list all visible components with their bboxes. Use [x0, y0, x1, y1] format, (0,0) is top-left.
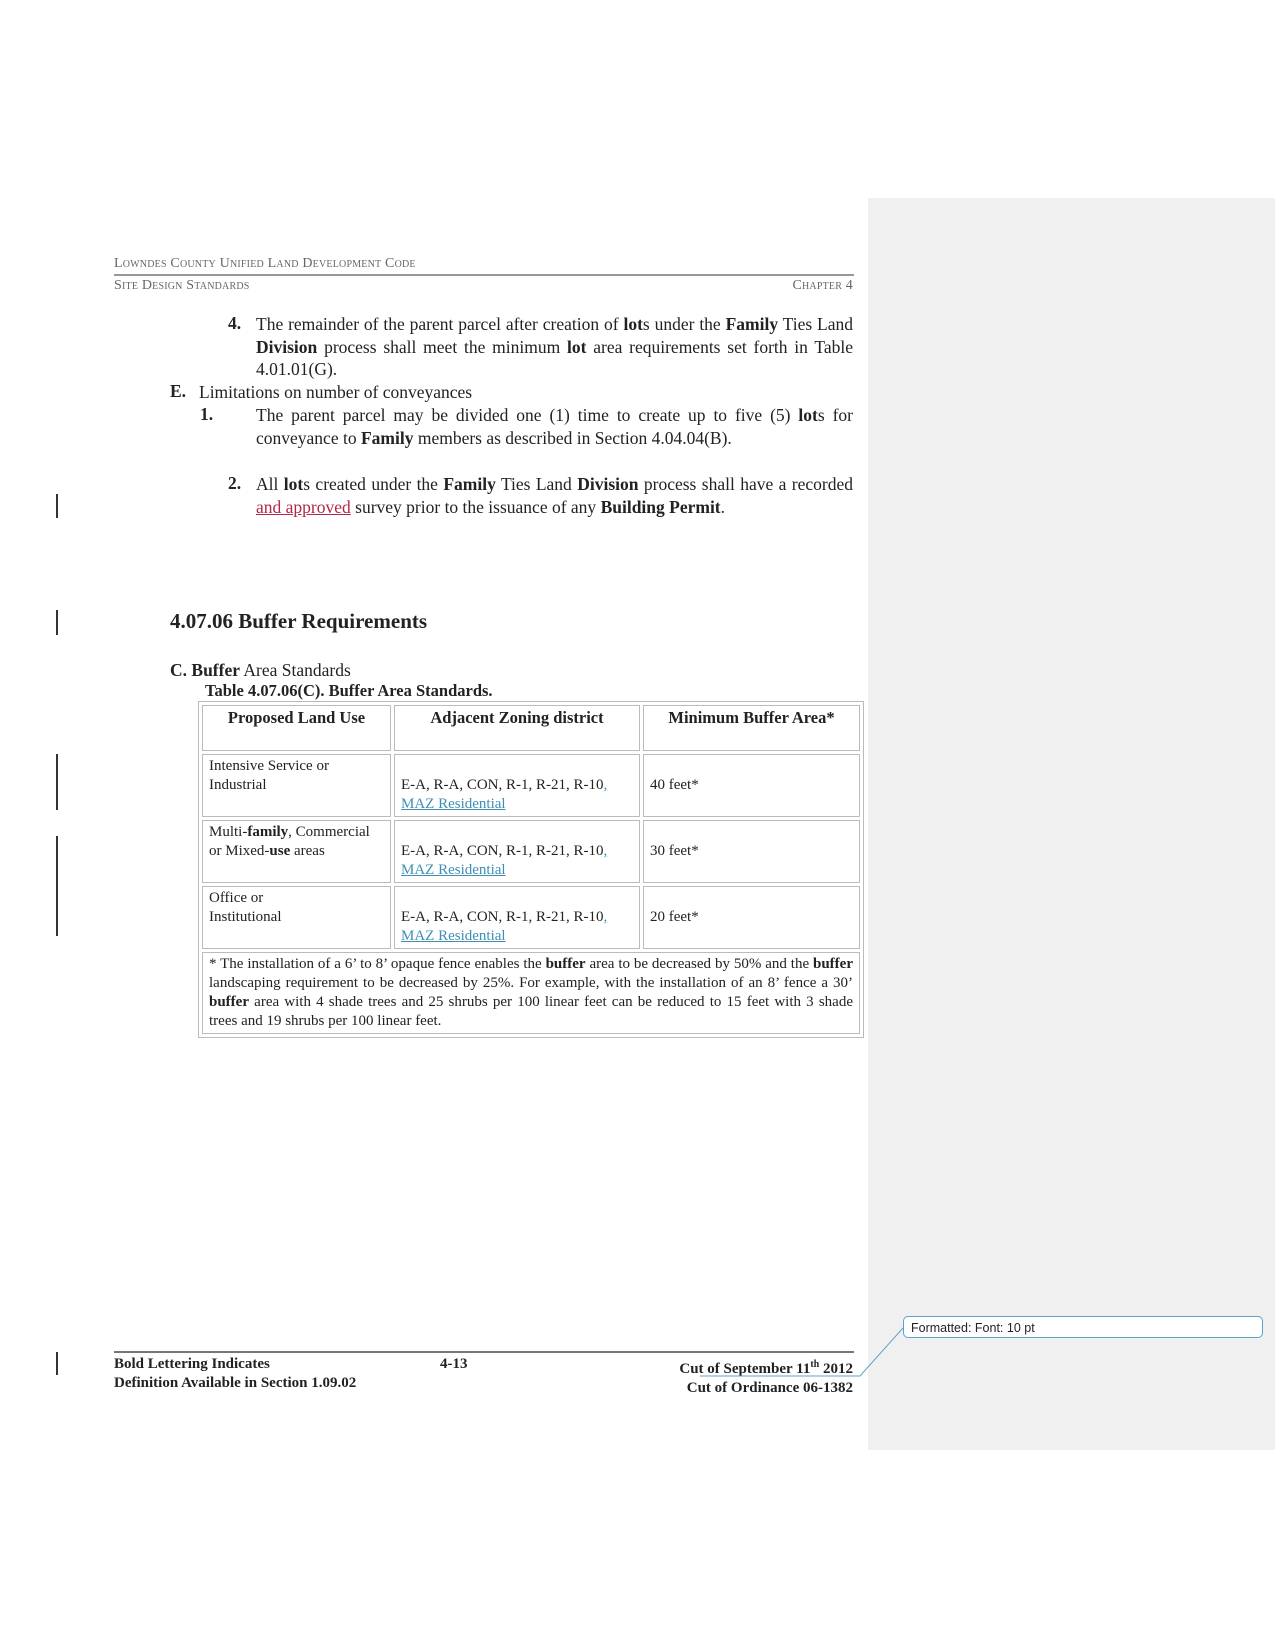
table-header-row	[202, 705, 860, 751]
buffer-cell: 30 feet*	[643, 820, 860, 883]
buffer-cell: 40 feet*	[643, 754, 860, 817]
maz-residential-link[interactable]: MAZ Residential	[401, 928, 506, 944]
buffer-standards-table	[198, 701, 864, 1038]
item-1-text: The parent parcel may be divided one (1) time to create up to five (5) lots for conveyance to Family members as described in Section 4.04.04(B).	[256, 405, 854, 448]
zoning-cell: E-A, R-A, CON, R-1, R-21, R-10, MAZ Residential	[394, 754, 640, 817]
zoning-cell: E-A, R-A, CON, R-1, R-21, R-10, MAZ Residential	[394, 886, 640, 949]
footer-right: Cut of September 11th 2012 Cut of Ordinance 06-1382	[679, 1359, 853, 1396]
footer-left: Bold Lettering Indicates Definition Available in Section 1.09.02	[114, 1356, 357, 1391]
header-rule	[114, 274, 854, 276]
comment-balloon[interactable]: Formatted: Font: 10 pt	[903, 1316, 1263, 1338]
column-header: Minimum Buffer Area*	[643, 705, 860, 751]
item-1-number: 1.	[200, 404, 214, 424]
zoning-cell: E-A, R-A, CON, R-1, R-21, R-10, MAZ Residential	[394, 820, 640, 883]
item-4-number: 4.	[228, 313, 242, 333]
table-row	[202, 820, 860, 883]
change-bar	[56, 754, 58, 810]
land-use-cell: Office or Institutional	[202, 886, 391, 949]
change-bar	[56, 494, 58, 518]
section-e-letter: E.	[170, 381, 187, 401]
change-bar	[56, 836, 58, 936]
table-row	[202, 754, 860, 817]
buffer-cell: 20 feet*	[643, 886, 860, 949]
change-bar	[56, 1352, 58, 1375]
item-2-text: All lots created under the Family Ties Land Division process shall have a recorded and approved survey prior to the issuance of any Building Permit.	[256, 474, 854, 517]
table-caption: Table 4.07.06(C). Buffer Area Standards.	[205, 681, 493, 700]
maz-residential-link[interactable]: MAZ Residential	[401, 862, 506, 878]
table-row	[202, 886, 860, 949]
column-header: Proposed Land Use	[202, 705, 391, 751]
comment-connector	[700, 1320, 910, 1380]
maz-residential-link[interactable]: MAZ Residential	[401, 796, 506, 812]
header-chapter: Chapter 4	[792, 278, 853, 293]
land-use-cell: Multi-family, Commercial or Mixed-use areas	[202, 820, 391, 883]
markup-pane	[868, 198, 1275, 1450]
header-section: Site Design Standards	[114, 278, 250, 293]
page-number: 4-13	[440, 1356, 468, 1372]
table-footnote: * The installation of a 6’ to 8’ opaque fence enables the buffer area to be decreased by 50% and the buffer landscaping requirement to be decreased by 25%. For example, with the installation of an 8’ fence a 30’ buffer area with 4 shade trees and 25 shrubs per 100 linear feet can be reduced to 15 feet with 3 shade trees and 19 shrubs per 100 linear feet.	[202, 952, 860, 1034]
land-use-cell: Intensive Service or Industrial	[202, 754, 391, 817]
tracked-insertion: and approved	[256, 496, 351, 517]
column-header: Adjacent Zoning district	[394, 705, 640, 751]
section-e-title: Limitations on number of conveyances	[199, 382, 473, 402]
item-4-text: The remainder of the parent parcel after creation of lots under the Family Ties Land Division process shall meet the minimum lot area requirements set forth in Table 4.01.01(G).	[256, 314, 853, 380]
change-bar	[56, 610, 58, 635]
header-title: Lowndes County Unified Land Development Code	[114, 256, 416, 271]
section-heading: 4.07.06 Buffer Requirements	[170, 609, 428, 633]
section-c-title: C. Buffer Area Standards	[170, 660, 351, 680]
table-footnote-row	[202, 952, 860, 1034]
item-2-number: 2.	[228, 473, 242, 493]
